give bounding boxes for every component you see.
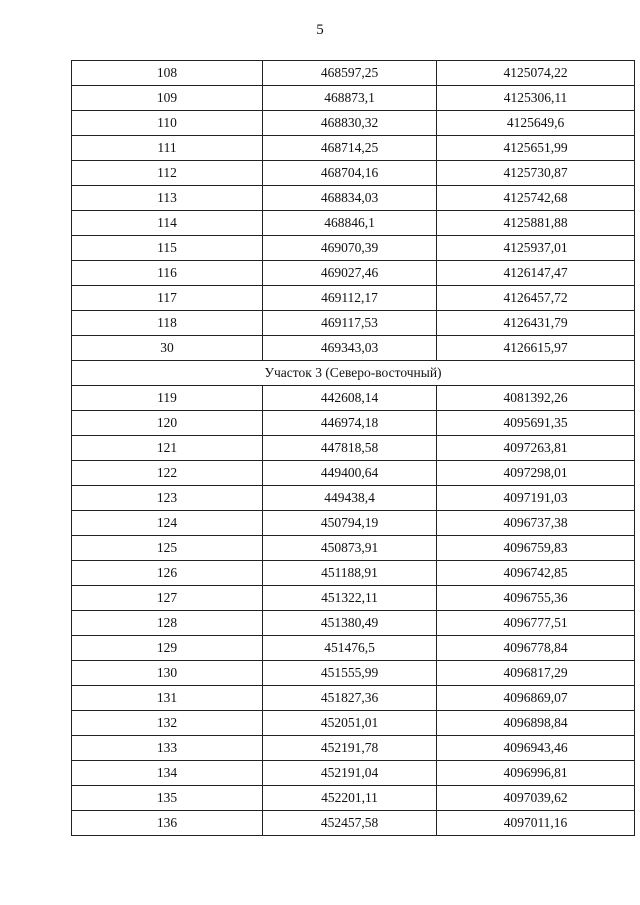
- table-row: [72, 336, 635, 361]
- y-coordinate-cell: 4097039,62: [437, 786, 635, 811]
- x-coordinate-cell: 469343,03: [263, 336, 437, 361]
- table-row: [72, 411, 635, 436]
- y-coordinate-cell: 4125649,6: [437, 111, 635, 136]
- point-number-cell: 118: [72, 311, 263, 336]
- x-coordinate-cell: 451380,49: [263, 611, 437, 636]
- table-row: [72, 61, 635, 86]
- point-number-cell: 116: [72, 261, 263, 286]
- table-row: [72, 486, 635, 511]
- y-coordinate-cell: 4096778,84: [437, 636, 635, 661]
- table-row: [72, 386, 635, 411]
- x-coordinate-cell: 468846,1: [263, 211, 437, 236]
- y-coordinate-cell: 4097298,01: [437, 461, 635, 486]
- table-row: [72, 586, 635, 611]
- point-number-cell: 113: [72, 186, 263, 211]
- point-number-cell: 122: [72, 461, 263, 486]
- point-number-cell: 134: [72, 761, 263, 786]
- y-coordinate-cell: 4126615,97: [437, 336, 635, 361]
- coordinates-table-body: [72, 61, 635, 836]
- table-row: [72, 136, 635, 161]
- point-number-cell: 109: [72, 86, 263, 111]
- x-coordinate-cell: 468714,25: [263, 136, 437, 161]
- coordinates-table: [71, 60, 635, 836]
- y-coordinate-cell: 4126147,47: [437, 261, 635, 286]
- x-coordinate-cell: 451555,99: [263, 661, 437, 686]
- point-number-cell: 111: [72, 136, 263, 161]
- table-row: [72, 736, 635, 761]
- x-coordinate-cell: 452191,04: [263, 761, 437, 786]
- table-row: [72, 311, 635, 336]
- x-coordinate-cell: 449400,64: [263, 461, 437, 486]
- y-coordinate-cell: 4125881,88: [437, 211, 635, 236]
- x-coordinate-cell: 446974,18: [263, 411, 437, 436]
- y-coordinate-cell: 4125074,22: [437, 61, 635, 86]
- table-row: [72, 261, 635, 286]
- x-coordinate-cell: 469117,53: [263, 311, 437, 336]
- table-row: [72, 611, 635, 636]
- x-coordinate-cell: 450873,91: [263, 536, 437, 561]
- table-row: [72, 536, 635, 561]
- x-coordinate-cell: 468597,25: [263, 61, 437, 86]
- section-heading-row: [72, 361, 635, 386]
- x-coordinate-cell: 469070,39: [263, 236, 437, 261]
- point-number-cell: 129: [72, 636, 263, 661]
- point-number-cell: 30: [72, 336, 263, 361]
- point-number-cell: 130: [72, 661, 263, 686]
- point-number-cell: 132: [72, 711, 263, 736]
- point-number-cell: 136: [72, 811, 263, 836]
- x-coordinate-cell: 468704,16: [263, 161, 437, 186]
- x-coordinate-cell: 468830,32: [263, 111, 437, 136]
- y-coordinate-cell: 4125306,11: [437, 86, 635, 111]
- table-row: [72, 661, 635, 686]
- point-number-cell: 135: [72, 786, 263, 811]
- table-row: [72, 686, 635, 711]
- y-coordinate-cell: 4081392,26: [437, 386, 635, 411]
- y-coordinate-cell: 4097263,81: [437, 436, 635, 461]
- section-heading: Участок 3 (Северо-восточный): [72, 361, 635, 386]
- x-coordinate-cell: 451827,36: [263, 686, 437, 711]
- point-number-cell: 124: [72, 511, 263, 536]
- table-row: [72, 811, 635, 836]
- table-row: [72, 111, 635, 136]
- point-number-cell: 114: [72, 211, 263, 236]
- table-row: [72, 561, 635, 586]
- table-row: [72, 711, 635, 736]
- table-row: [72, 286, 635, 311]
- x-coordinate-cell: 452457,58: [263, 811, 437, 836]
- point-number-cell: 112: [72, 161, 263, 186]
- point-number-cell: 108: [72, 61, 263, 86]
- y-coordinate-cell: 4096755,36: [437, 586, 635, 611]
- point-number-cell: 125: [72, 536, 263, 561]
- table-row: [72, 636, 635, 661]
- y-coordinate-cell: 4096742,85: [437, 561, 635, 586]
- point-number-cell: 110: [72, 111, 263, 136]
- point-number-cell: 126: [72, 561, 263, 586]
- x-coordinate-cell: 469112,17: [263, 286, 437, 311]
- x-coordinate-cell: 451476,5: [263, 636, 437, 661]
- point-number-cell: 119: [72, 386, 263, 411]
- y-coordinate-cell: 4096817,29: [437, 661, 635, 686]
- y-coordinate-cell: 4125730,87: [437, 161, 635, 186]
- x-coordinate-cell: 451188,91: [263, 561, 437, 586]
- x-coordinate-cell: 452201,11: [263, 786, 437, 811]
- point-number-cell: 123: [72, 486, 263, 511]
- x-coordinate-cell: 451322,11: [263, 586, 437, 611]
- y-coordinate-cell: 4097191,03: [437, 486, 635, 511]
- y-coordinate-cell: 4096759,83: [437, 536, 635, 561]
- y-coordinate-cell: 4097011,16: [437, 811, 635, 836]
- point-number-cell: 117: [72, 286, 263, 311]
- table-row: [72, 86, 635, 111]
- y-coordinate-cell: 4096898,84: [437, 711, 635, 736]
- point-number-cell: 131: [72, 686, 263, 711]
- page-number: 5: [316, 22, 324, 38]
- y-coordinate-cell: 4125651,99: [437, 136, 635, 161]
- point-number-cell: 127: [72, 586, 263, 611]
- point-number-cell: 121: [72, 436, 263, 461]
- table-row: [72, 511, 635, 536]
- table-row: [72, 236, 635, 261]
- x-coordinate-cell: 468873,1: [263, 86, 437, 111]
- table-row: [72, 436, 635, 461]
- table-row: [72, 786, 635, 811]
- y-coordinate-cell: 4096737,38: [437, 511, 635, 536]
- x-coordinate-cell: 449438,4: [263, 486, 437, 511]
- x-coordinate-cell: 452191,78: [263, 736, 437, 761]
- y-coordinate-cell: 4125742,68: [437, 186, 635, 211]
- point-number-cell: 115: [72, 236, 263, 261]
- y-coordinate-cell: 4096869,07: [437, 686, 635, 711]
- x-coordinate-cell: 468834,03: [263, 186, 437, 211]
- y-coordinate-cell: 4126431,79: [437, 311, 635, 336]
- table-row: [72, 461, 635, 486]
- x-coordinate-cell: 447818,58: [263, 436, 437, 461]
- point-number-cell: 133: [72, 736, 263, 761]
- y-coordinate-cell: 4125937,01: [437, 236, 635, 261]
- y-coordinate-cell: 4126457,72: [437, 286, 635, 311]
- y-coordinate-cell: 4096996,81: [437, 761, 635, 786]
- x-coordinate-cell: 450794,19: [263, 511, 437, 536]
- x-coordinate-cell: 442608,14: [263, 386, 437, 411]
- y-coordinate-cell: 4096943,46: [437, 736, 635, 761]
- table-row: [72, 211, 635, 236]
- y-coordinate-cell: 4096777,51: [437, 611, 635, 636]
- point-number-cell: 120: [72, 411, 263, 436]
- table-row: [72, 761, 635, 786]
- x-coordinate-cell: 452051,01: [263, 711, 437, 736]
- y-coordinate-cell: 4095691,35: [437, 411, 635, 436]
- x-coordinate-cell: 469027,46: [263, 261, 437, 286]
- table-row: [72, 186, 635, 211]
- point-number-cell: 128: [72, 611, 263, 636]
- table-row: [72, 161, 635, 186]
